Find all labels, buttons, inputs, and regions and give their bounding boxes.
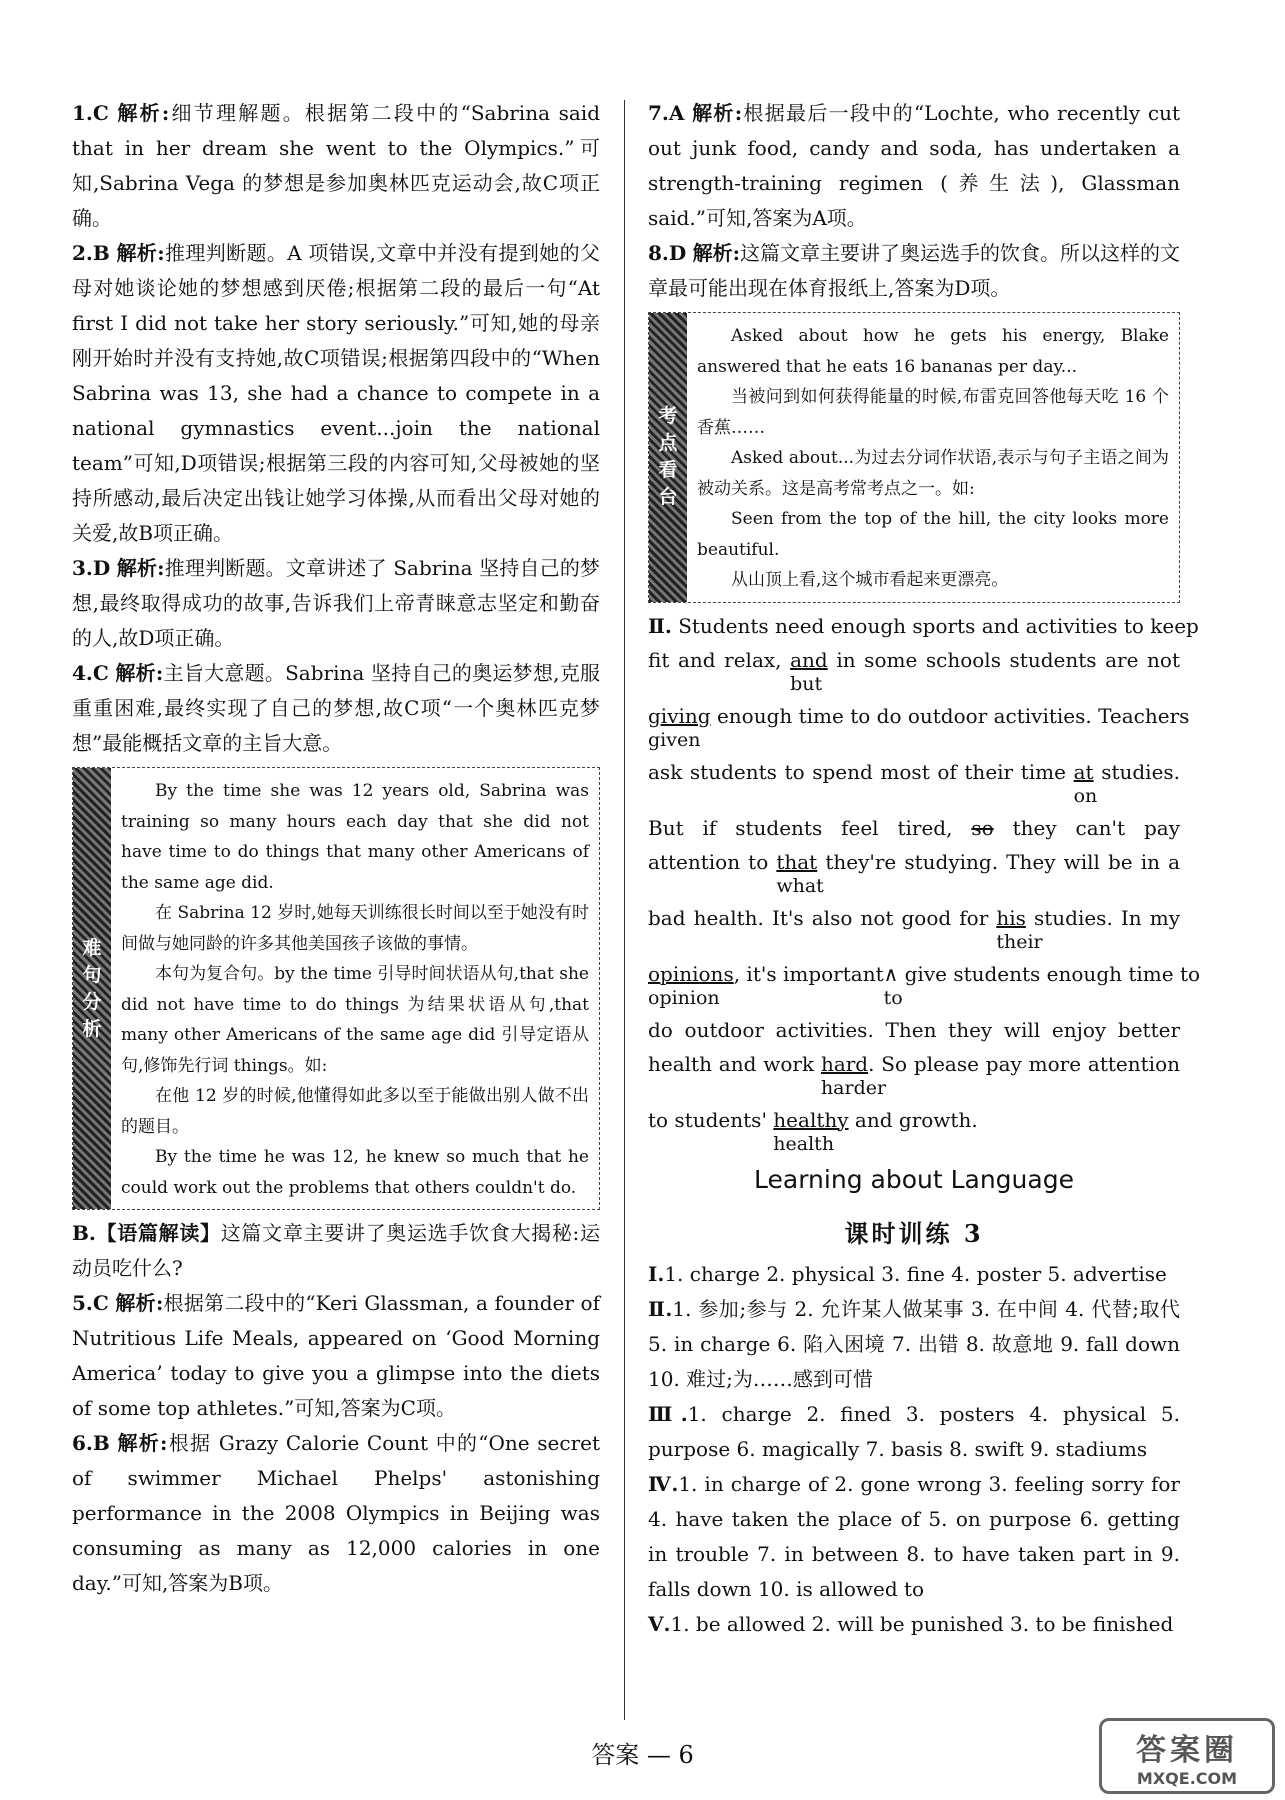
corrected-word [996,901,1043,953]
error-correction [648,609,1201,1159]
line-text: attention to [648,849,769,874]
correction-line [648,1013,1180,1047]
answer-3 [72,551,600,656]
answer-7 [648,96,1180,236]
box-paragraph: By the time he was 12, he knew so much that he could work out the problems that others couldn't do. [121,1147,589,1198]
analysis-label: 解析: [116,556,165,580]
answer-2 [72,236,600,551]
correction-line [648,643,1180,699]
box-paragraph: 本句为复合句。by the time 引导时间状语从句,that she did not have time to do things 为结果状语从句,that many other Americans of the same age did 引导定语从句,修饰先行词 things。如: [121,964,589,1076]
fix-word: on [1073,784,1098,807]
line-text: But if students feel tired, [648,815,953,840]
answer-number: 3.D [72,556,111,580]
answer-number: 5.C [72,1291,109,1315]
deleted-word: so [971,815,994,840]
tag-char: 考 [658,405,678,428]
analysis-text: 主旨大意题。Sabrina 坚持自己的奥运梦想,克服重重困难,最终实现了自己的梦想,故C项“一个奥林匹克梦想”最能概括文章的主旨大意。 [72,661,601,755]
answer-8 [648,236,1180,306]
tag-char: 句 [82,963,102,986]
answer-number: 8.D [648,241,687,265]
correction-line [648,699,1190,755]
line-text: studies. [1101,759,1181,784]
answer-number: 7.A [648,101,685,125]
page-footer: 答案 — 6 [591,1741,694,1769]
analysis-text: 根据第二段中的“Keri Glassman, a founder of Nutritious Life Meals, appeared on ‘Good Morning America’ today to give you a glimpse into the diets of some top athletes.”可知,答案为C项。 [72,1291,601,1420]
fix-word: opinion [648,986,720,1009]
corrected-word [776,845,824,897]
wrong-word: his [996,905,1026,930]
wrong-word: opinions [648,961,734,986]
fix-word: what [776,874,824,897]
box-paragraph: Asked about how he gets his energy, Blake answered that he eats 16 bananas per day... [697,326,1169,377]
analysis-text: 细节理解题。根据第二段中的“Sabrina said that in her dream she went to the Olympics.”可知,Sabrina Vega 的梦想是参加奥林匹克运动会,故C项正确。 [72,101,600,230]
correction-line [648,609,1199,643]
line-text: give students enough time to [904,961,1201,986]
box-paragraph: By the time she was 12 years old, Sabrina was training so many hours each day that she did not have time to do things that many other Americans of the same age did. [121,781,589,893]
line-text: they can't pay [1012,815,1181,840]
analysis-text: 推理判断题。文章讲述了 Sabrina 坚持自己的梦想,最终取得成功的故事,告诉我们上帝青睐意志坚定和勤奋的人,故D项正确。 [72,556,600,650]
wrong-word: healthy [773,1107,849,1132]
answer-4 [72,656,600,761]
inserted-word [883,957,903,1009]
passage-b-summary [72,1216,600,1286]
caret-mark: ∧ [883,961,899,986]
line-text: ask students to spend most of their time [648,759,1066,784]
correction-line [648,901,1180,957]
exercise-row [648,1607,1180,1642]
exercise-answers [648,1257,1180,1642]
wrong-word: hard [820,1051,869,1076]
analysis-label: 解析: [692,241,740,265]
wrong-word: at [1073,759,1094,784]
watermark-logo [1099,1718,1275,1794]
analysis-label: 解析: [115,1291,164,1315]
right-column [648,96,1201,1642]
correction-line [648,811,1180,845]
analysis-text: 根据 Grazy Calorie Count 中的“One secret of swimmer Michael Phelps' astonishing performance in the 2008 Olympics in Beijing was consuming as many as 12,000 calories in one day.”可知,答案为B项。 [72,1431,600,1595]
answer-number: 2.B [72,241,110,265]
section-roman: Ⅳ. [648,1471,679,1496]
tag-char: 析 [82,1017,102,1040]
corrected-word [1073,755,1098,807]
corrected-word [820,1047,887,1099]
section-roman: Ⅲ. [648,1401,688,1426]
box-tag [73,768,111,1209]
analysis-text: 这篇文章主要讲了奥运选手的饮食。所以这样的文章最可能出现在体育报纸上,答案为D项。 [648,241,1180,300]
section-roman: Ⅱ. [648,1296,673,1321]
section-roman: Ⅴ. [648,1611,671,1636]
lesson-title: 课时训练 3 [844,1218,984,1248]
answer-number: 1.C [72,101,109,125]
line-text: fit and relax, [648,647,782,672]
correction-line [648,845,1180,901]
box-paragraph: 从山顶上看,这个城市看起来更漂亮。 [731,570,1009,590]
line-text: health and work [648,1051,815,1076]
corrected-word [648,957,734,1009]
line-text: to students' [648,1107,767,1132]
tag-char: 分 [82,990,102,1013]
analysis-text: 推理判断题。A 项错误,文章中并没有提到她的父母对她谈论她的梦想感到厌倦;根据第二段的最后一句“At first I did not take her story seriously.”可知,她的母亲刚开始时并没有支持她,故C项错误;根据第四段中的“When Sabrina was 13, she had a chance to compete in a national gymnastics event...join the national team”可知,D项错误;根据第三段的内容可知,父母被她的坚持所感动,最后决定出钱让她学习体操,从而看出父母对她的关爱,故B项正确。 [72,241,600,545]
exercise-text: 1. 参加;参与 2. 允许某人做某事 3. 在中间 4. 代替;取代 5. in charge 6. 陷入困境 7. 出错 8. 故意地 9. fall down 10. 难过;为……感到可惜 [648,1296,1180,1391]
tag-char: 看 [658,459,678,482]
exercise-text: 1. in charge of 2. gone wrong 3. feeling sorry for 4. have taken the place of 5. on purpose 6. getting in trouble 7. in between 8. to have taken part in 9. falls down 10. is allowed to [648,1471,1180,1601]
line-text: in some schools students are not [836,647,1180,672]
summary-text: 这篇文章主要讲了奥运选手饮食大揭秘:运动员吃什么? [72,1221,600,1280]
line-text: , it's important [733,961,884,986]
fix-word: given [648,728,701,751]
corrected-word [648,699,711,751]
correction-line [648,1103,1180,1159]
exercise-text: 1. be allowed 2. will be punished 3. to be finished [670,1611,1174,1636]
box-paragraph: Seen from the top of the hill, the city looks more beautiful. [697,509,1169,560]
watermark-url: MXQE.COM [1136,1768,1238,1788]
analysis-label: 解析: [115,661,164,685]
exam-point-box [648,312,1180,603]
left-column [72,96,600,1601]
line-text: and growth. [854,1107,978,1132]
watermark-text: 答案圈 [1136,1732,1238,1768]
tag-char: 点 [658,432,678,455]
line-text: Students need enough sports and activities to keep [678,613,1199,638]
line-text: bad health. It's also not good for [648,905,989,930]
correction-line [648,957,1201,1013]
section-title: Learning about Language [754,1164,1074,1194]
analysis-text: 根据最后一段中的“Lochte, who recently cut out junk food, candy and soda, has undertaken a strength-training regimen (养生法), Glassman said.”可知,答案为A项。 [648,101,1180,230]
answer-number: 4.C [72,661,109,685]
section-roman: Ⅱ. [648,613,672,638]
fix-word: their [996,930,1043,953]
summary-label: B.【语篇解读】 [72,1221,221,1245]
wrong-word: giving [648,703,711,728]
exercise-row [648,1397,1180,1467]
fix-word: but [790,672,823,695]
exercise-text: 1. charge 2. fined 3. posters 4. physical 5. purpose 6. magically 7. basis 8. swift 9. stadiums [648,1401,1180,1461]
tag-char: 台 [658,486,678,509]
wrong-word: and [790,647,828,672]
analysis-label: 解析: [117,101,170,125]
analysis-label: 解析: [116,241,165,265]
corrected-word [773,1103,849,1155]
line-text: . So please pay more attention [868,1051,1180,1076]
corrected-word [790,643,828,695]
exercise-text: 1. charge 2. physical 3. fine 4. poster 5. advertise [664,1261,1167,1286]
exercise-row [648,1467,1180,1607]
line-text: enough time to do outdoor activities. Teachers [716,703,1190,728]
answer-5 [72,1286,600,1426]
section-roman: Ⅰ. [648,1261,665,1286]
difficult-sentence-box [72,767,600,1210]
fix-word: health [773,1132,835,1155]
answer-number: 6.B [72,1431,110,1455]
answer-1 [72,96,600,236]
correction-line [648,1047,1180,1103]
answer-6 [72,1426,600,1601]
line-text: they're studying. They will be in a [825,849,1180,874]
box-paragraph: Asked about...为过去分词作状语,表示与句子主语之间为被动关系。这是高考常考点之一。如: [697,448,1169,499]
tag-char: 难 [82,936,102,959]
line-text: studies. In my [1033,905,1180,930]
line-text: do outdoor activities. Then they will enjoy better [648,1017,1180,1042]
correction-line [648,755,1180,811]
exercise-row [648,1257,1180,1292]
box-paragraph: 当被问到如何获得能量的时候,布雷克回答他每天吃 16 个香蕉…… [697,387,1169,438]
box-tag [649,313,687,602]
box-paragraph: 在他 12 岁的时候,他懂得如此多以至于能做出别人做不出的题目。 [121,1086,589,1137]
column-divider [624,100,625,1720]
fix-word: harder [820,1076,887,1099]
fix-word: to [883,986,903,1009]
analysis-label: 解析: [692,101,743,125]
wrong-word: that [776,849,818,874]
box-paragraph: 在 Sabrina 12 岁时,她每天训练很长时间以至于她没有时间做与她同龄的许多其他美国孩子该做的事情。 [121,903,589,954]
analysis-label: 解析: [117,1431,168,1455]
exercise-row [648,1292,1180,1397]
